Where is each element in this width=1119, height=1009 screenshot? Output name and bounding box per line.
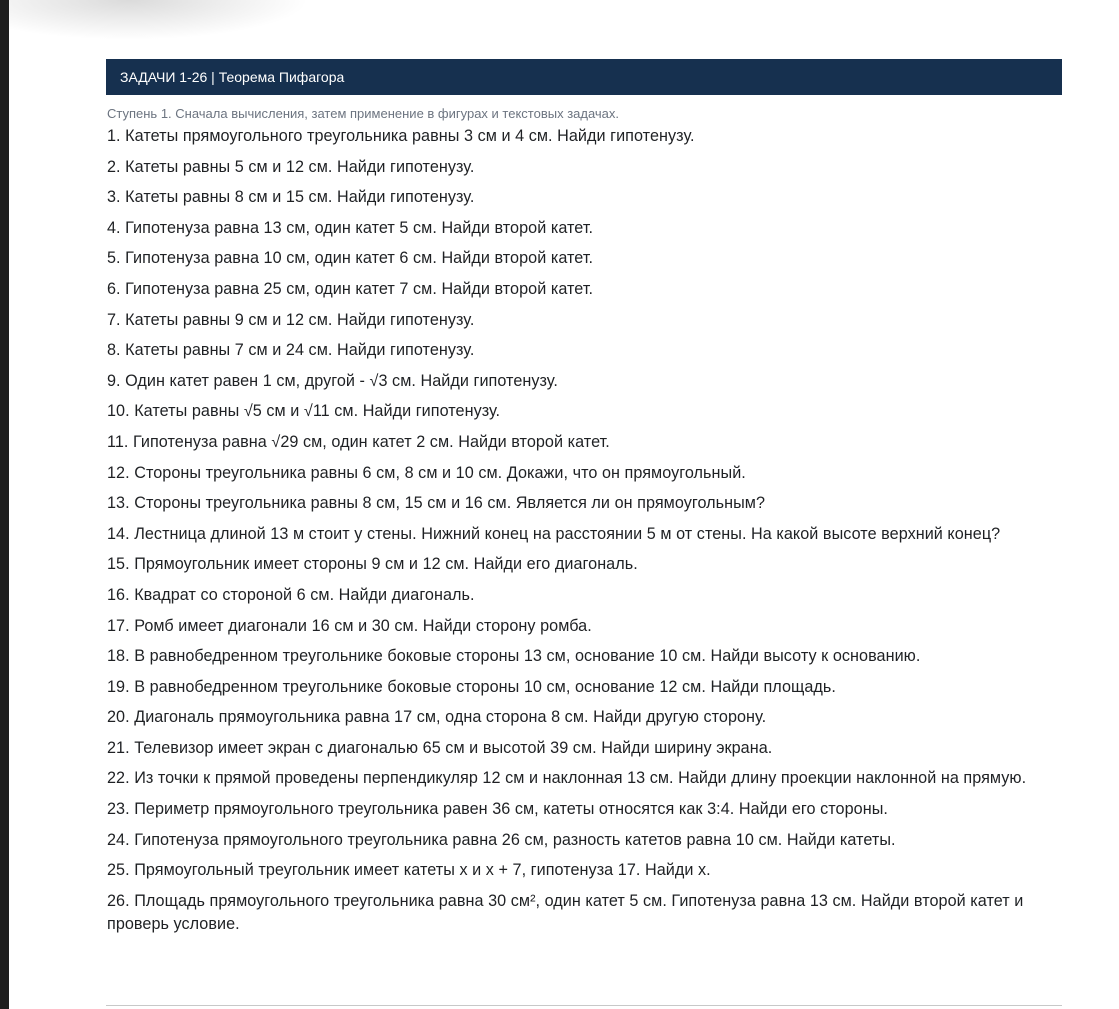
task-item: 11. Гипотенуза равна √29 см, один катет 2 см. Найди второй катет. xyxy=(107,432,610,451)
task-item: 4. Гипотенуза равна 13 см, один катет 5 см. Найди второй катет. xyxy=(107,218,594,237)
task-item: 13. Стороны треугольника равны 8 см, 15 см и 16 см. Является ли он прямоугольным? xyxy=(107,494,766,513)
task-item: 14. Лестница длиной 13 м стоит у стены. Нижний конец на расстоянии 5 м от стены. На какой высоте верхний конец? xyxy=(107,524,1001,543)
task-item: 10. Катеты равны √5 см и √11 см. Найди гипотенузу. xyxy=(107,402,501,421)
task-item: 8. Катеты равны 7 см и 24 см. Найди гипотенузу. xyxy=(107,341,475,360)
task-item: 9. Один катет равен 1 см, другой - √3 см. Найди гипотенузу. xyxy=(107,371,558,390)
task-item: 15. Прямоугольник имеет стороны 9 см и 12 см. Найди его диагональ. xyxy=(107,555,638,574)
task-item: 26. Площадь прямоугольного треугольника равна 30 см², один катет 5 см. Гипотенуза равна 13 см. Найди второй катет и проверь условие. xyxy=(107,891,1024,933)
task-list xyxy=(107,125,1062,943)
task-item: 7. Катеты равны 9 см и 12 см. Найди гипотенузу. xyxy=(107,310,475,329)
task-item: 20. Диагональ прямоугольника равна 17 см, одна сторона 8 см. Найди другую сторону. xyxy=(107,708,767,727)
task-item: 19. В равнобедренном треугольнике боковые стороны 10 см, основание 12 см. Найди площадь. xyxy=(107,677,836,696)
task-item: 6. Гипотенуза равна 25 см, один катет 7 см. Найди второй катет. xyxy=(107,279,594,298)
page-title: ЗАДАЧИ 1-26 | Теорема Пифагора xyxy=(120,69,345,85)
task-item: 18. В равнобедренном треугольнике боковые стороны 13 см, основание 10 см. Найди высоту к основанию. xyxy=(107,647,921,666)
task-item: 23. Периметр прямоугольного треугольника равен 36 см, катеты относятся как 3:4. Найди его стороны. xyxy=(107,800,888,819)
task-item: 12. Стороны треугольника равны 6 см, 8 см и 10 см. Докажи, что он прямоугольный. xyxy=(107,463,746,482)
task-item: 24. Гипотенуза прямоугольного треугольника равна 26 см, разность катетов равна 10 см. Найди катеты. xyxy=(107,830,896,849)
bottom-divider xyxy=(106,1005,1062,1006)
task-item: 3. Катеты равны 8 см и 15 см. Найди гипотенузу. xyxy=(107,188,475,207)
page-subtitle: Ступень 1. Сначала вычисления, затем применение в фигурах и текстовых задачах. xyxy=(107,106,620,121)
task-item: 2. Катеты равны 5 см и 12 см. Найди гипотенузу. xyxy=(107,157,475,176)
task-item: 21. Телевизор имеет экран с диагональю 65 см и высотой 39 см. Найди ширину экрана. xyxy=(107,738,773,757)
task-item: 25. Прямоугольный треугольник имеет катеты x и x + 7, гипотенуза 17. Найди x. xyxy=(107,861,711,880)
task-item: 16. Квадрат со стороной 6 см. Найди диагональ. xyxy=(107,585,475,604)
left-edge-strip xyxy=(0,0,9,1009)
task-item: 5. Гипотенуза равна 10 см, один катет 6 см. Найди второй катет. xyxy=(107,249,594,268)
task-item: 17. Ромб имеет диагонали 16 см и 30 см. Найди сторону ромба. xyxy=(107,616,592,635)
task-item: 1. Катеты прямоугольного треугольника равны 3 см и 4 см. Найди гипотенузу. xyxy=(107,127,695,145)
task-item: 22. Из точки к прямой проведены перпендикуляр 12 см и наклонная 13 см. Найди длину проекции наклонной на прямую. xyxy=(107,769,1027,788)
top-shadow xyxy=(9,0,309,40)
header-banner xyxy=(106,59,1062,95)
